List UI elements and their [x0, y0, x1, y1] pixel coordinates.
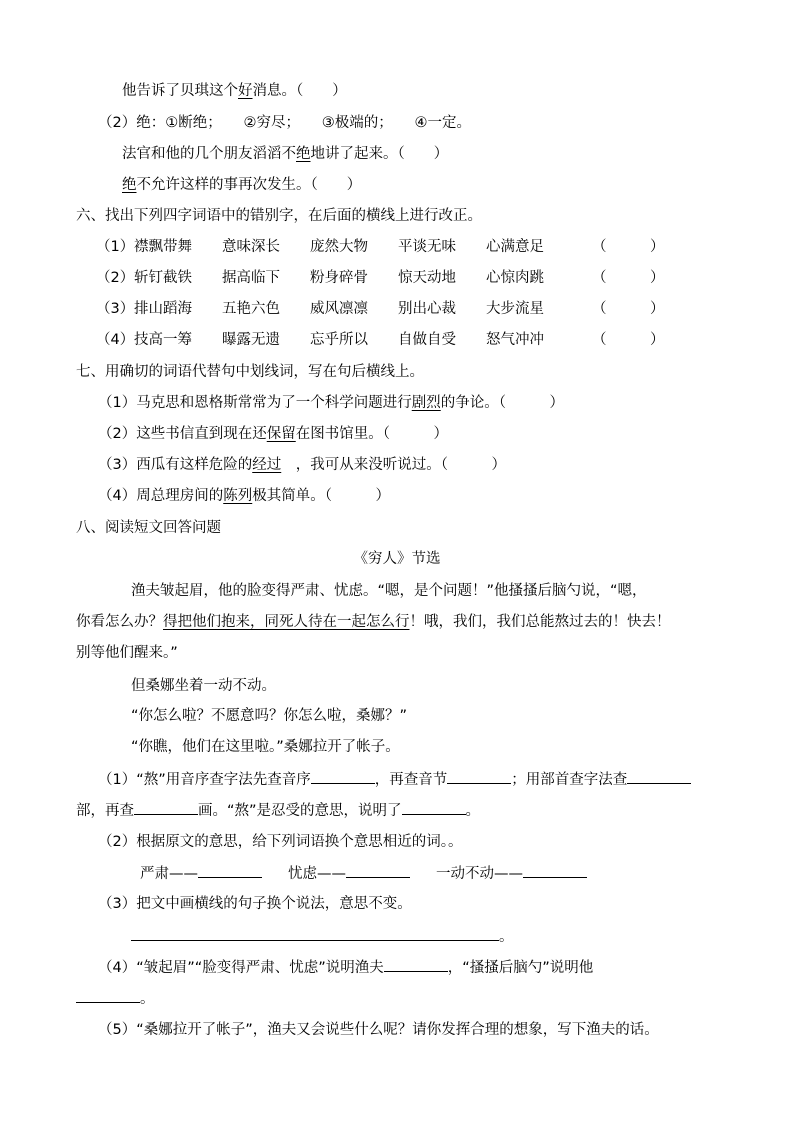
- idiom: 五艳六色: [222, 301, 280, 317]
- passage-text: ！哦，我们，我们总能熬过去的！快去！: [409, 614, 671, 630]
- question-text: ，“搔搔后脑勺”说明他: [447, 960, 594, 976]
- item-number: （3）: [96, 301, 135, 317]
- passage-line: 别等他们醒来。”: [76, 645, 178, 661]
- word-prompt: 忧虑——: [288, 866, 346, 882]
- answer-paren[interactable]: 不允许这样的事再次发生。（ ）: [136, 177, 362, 193]
- idiom: 斩钉截铁: [134, 270, 192, 286]
- question-text: （4）“皱起眉”“脸变得严肃、忧虑”说明渔夫: [98, 960, 384, 976]
- word-prompt: 严肃——: [140, 866, 198, 882]
- item-number: （2）: [96, 270, 135, 286]
- idiom: 曝露无遗: [222, 332, 280, 348]
- question-1-line1: [98, 769, 691, 790]
- underlined-word: 剧烈: [411, 395, 441, 411]
- answer-blank[interactable]: [402, 800, 466, 815]
- idiom: 襟飘带舞: [134, 239, 192, 255]
- passage-title: 《穷人》节选: [353, 551, 441, 567]
- idiom: 别出心裁: [398, 301, 456, 317]
- answer-blank[interactable]: [447, 769, 511, 784]
- q5-item2-definitions: （2）绝：①断绝； ②穷尽； ③极端的； ④一定。: [98, 115, 471, 131]
- item-number: （4）: [96, 332, 135, 348]
- answer-blank[interactable]: [311, 769, 375, 784]
- answer-paren[interactable]: 消息。（ ）: [252, 83, 347, 99]
- q5-item2-sentence1: [122, 144, 448, 164]
- idiom: 心惊肉跳: [486, 270, 544, 286]
- underlined-word: 绝: [296, 146, 311, 162]
- q5-item1-sentence2: [122, 81, 347, 101]
- question-1-line2: [76, 800, 480, 821]
- question-2-words: [140, 863, 587, 884]
- passage-line: “你瞧，他们在这里啦。”桑娜拉开了帐子。: [131, 739, 400, 755]
- section7-item: [98, 393, 564, 413]
- answer-paren[interactable]: 极其简单。（ ）: [252, 488, 390, 504]
- answer-paren[interactable]: （ ）: [592, 301, 665, 317]
- section6-row: [96, 237, 665, 257]
- question-text: ，再查音节: [374, 772, 448, 788]
- idiom: 惊天动地: [398, 270, 456, 286]
- question-text: 画。“熬”是忍受的意思，说明了: [198, 803, 402, 819]
- idiom: 技高一筹: [134, 332, 192, 348]
- answer-blank[interactable]: [131, 926, 499, 941]
- section6-heading: 六、找出下列四字词语中的错别字，在后面的横线上进行改正。: [76, 208, 482, 224]
- section7-heading: 七、用确切的词语代替句中划线词，写在句后横线上。: [76, 364, 424, 380]
- sentence-text: （4）周总理房间的: [98, 488, 224, 504]
- section8-heading: 八、阅读短文回答问题: [76, 520, 221, 536]
- idiom: 庞然大物: [310, 239, 368, 255]
- passage-line: “你怎么啦？不愿意吗？你怎么啦，桑娜？”: [131, 708, 408, 724]
- idiom: 忘乎所以: [310, 332, 368, 348]
- word-prompt: 一动不动——: [436, 866, 523, 882]
- question-text: ；用部首查字法查: [511, 772, 628, 788]
- sentence-text: 他告诉了贝琪这个: [122, 83, 238, 99]
- punctuation: 。: [499, 929, 514, 945]
- idiom: 粉身碎骨: [310, 270, 368, 286]
- idiom: 平谈无味: [398, 239, 456, 255]
- answer-paren[interactable]: （ ）: [592, 270, 665, 286]
- sentence-text: 法官和他的几个朋友滔滔不: [122, 146, 296, 162]
- answer-paren[interactable]: （ ）: [592, 239, 665, 255]
- passage-line: [76, 612, 671, 632]
- answer-blank[interactable]: [198, 863, 262, 878]
- question-5-stem: （5）“桑娜拉开了帐子”，渔夫又会说些什么呢？请你发挥合理的想象，写下渔夫的话。: [98, 1022, 659, 1038]
- sentence-text: （1）马克思和恩格斯常常为了一个科学问题进行: [98, 395, 412, 411]
- section6-row: [96, 299, 665, 319]
- answer-blank[interactable]: [134, 800, 198, 815]
- answer-blank[interactable]: [76, 988, 140, 1003]
- section6-row: [96, 330, 665, 350]
- passage-text: 你看怎么办？: [76, 614, 163, 630]
- passage-line: 但桑娜坐着一动不动。: [131, 678, 276, 694]
- idiom: 威风凛凛: [310, 301, 368, 317]
- section7-item: [98, 486, 390, 506]
- idiom: 心满意足: [486, 239, 544, 255]
- answer-blank[interactable]: [523, 863, 587, 878]
- answer-paren[interactable]: （ ）: [592, 332, 665, 348]
- question-3-stem: （3）把文中画横线的句子换个说法，意思不变。: [98, 896, 412, 912]
- underlined-word: 陈列: [223, 488, 253, 504]
- punctuation: 。: [140, 991, 155, 1007]
- underlined-word: 经过: [252, 457, 282, 473]
- question-text: 部，再查: [76, 803, 134, 819]
- section6-row: [96, 268, 665, 288]
- answer-blank[interactable]: [346, 863, 410, 878]
- idiom: 大步流星: [486, 301, 544, 317]
- underlined-word: 绝: [122, 177, 137, 193]
- answer-paren[interactable]: 的争论。（ ）: [440, 395, 564, 411]
- sentence-text: （2）这些书信直到现在还: [98, 426, 267, 442]
- idiom: 排山蹈海: [134, 301, 192, 317]
- section7-item: [98, 455, 506, 475]
- answer-blank[interactable]: [384, 957, 448, 972]
- question-4-line1: [98, 957, 593, 978]
- question-3-answer-line: [131, 926, 514, 947]
- idiom: 自做自受: [398, 332, 456, 348]
- question-2-stem: （2）根据原文的意思，给下列词语换个意思相近的词。。: [98, 834, 463, 850]
- idiom: 怒气冲冲: [486, 332, 544, 348]
- answer-blank[interactable]: [627, 769, 691, 784]
- sentence-text: （3）西瓜有这样危险的: [98, 457, 253, 473]
- question-4-line2: [76, 988, 155, 1009]
- answer-paren[interactable]: 在图书馆里。（ ）: [295, 426, 448, 442]
- question-text: （1）“熬”用音序查字法先查音序: [98, 772, 311, 788]
- underlined-sentence: 得把他们抱来，同死人待在一起怎么行: [163, 614, 410, 630]
- underlined-word: 好: [238, 83, 253, 99]
- item-number: （1）: [96, 239, 135, 255]
- passage-line: 渔夫皱起眉，他的脸变得严肃、忧虑。“嗯，是个问题！”他搔搔后脑勺说，“嗯，: [131, 583, 647, 599]
- question-text: 。: [465, 803, 481, 819]
- idiom: 据高临下: [222, 270, 280, 286]
- section7-item: [98, 424, 448, 444]
- answer-paren[interactable]: 地讲了起来。（ ）: [310, 146, 449, 162]
- idiom: 意味深长: [222, 239, 280, 255]
- q5-item2-sentence2: [122, 175, 361, 195]
- underlined-word: 保留: [266, 426, 296, 442]
- answer-paren[interactable]: ，我可从来没听说过。（ ）: [281, 457, 506, 473]
